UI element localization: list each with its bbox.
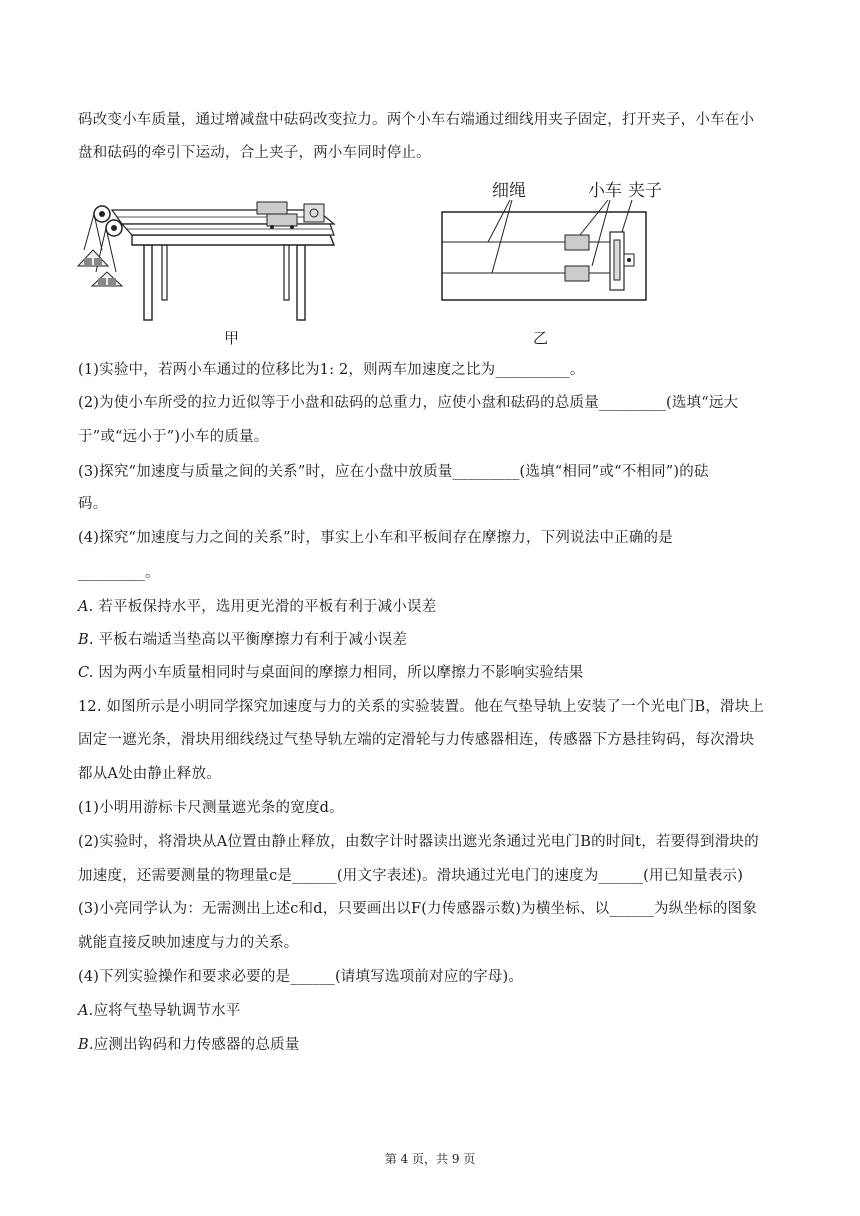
q12-part1: (1)小明用游标卡尺测量遮光条的宽度d。 bbox=[78, 800, 344, 816]
option-key: A. bbox=[78, 599, 94, 615]
option-key: A. bbox=[78, 1003, 94, 1019]
fig2-clip-label: 夹子 bbox=[628, 181, 662, 201]
option-text: 应将气垫导轨调节水平 bbox=[93, 1003, 241, 1019]
q12-option-b bbox=[78, 1035, 778, 1055]
option-key: B. bbox=[78, 1037, 94, 1053]
page-footer: 第 4 页，共 9 页 bbox=[384, 1152, 476, 1166]
intro-line-1: 码改变小车质量，通过增减盘中砝码改变拉力。两个小车右端通过细线用夹子固定，打开夹子，小车在小 bbox=[78, 112, 755, 128]
option-text: 若平板保持水平，选用更光滑的平板有利于减小误差 bbox=[93, 599, 437, 615]
q11-option-a bbox=[78, 597, 778, 617]
q11-part2-line1: (2)为使小车所受的拉力近似等于小盘和砝码的总重力，应使小盘和砝码的总质量_________(选填“远大 bbox=[78, 395, 739, 411]
q11-part1: (1)实验中，若两小车通过的位移比为1: 2，则两车加速度之比为__________。 bbox=[78, 362, 585, 378]
q11-part4-line2: _________。 bbox=[78, 565, 160, 581]
q12-stem-line3: 都从A处由静止释放。 bbox=[78, 766, 221, 782]
q12-part2-line2: 加速度，还需要测量的物理量c是______(用文字表述)。滑块通过光电门的速度为______(用已知量表示) bbox=[78, 868, 744, 884]
fig2-rope-label: 细绳 bbox=[492, 181, 526, 201]
figure-label-yi: 乙 bbox=[533, 329, 549, 347]
q11-part4-line1: (4)探究“加速度与力之间的关系”时，事实上小车和平板间存在摩擦力，下列说法中正确的是 bbox=[78, 530, 673, 546]
q12-stem-line2: 固定一遮光条，滑块用细线绕过气垫导轨左端的定滑轮与力传感器相连，传感器下方悬挂钩码，每次滑块 bbox=[78, 732, 755, 748]
q11-part3-line1: (3)探究“加速度与质量之间的关系”时，应在小盘中放质量_________(选填“相同”或“不相同”)的砝 bbox=[78, 464, 709, 480]
q11-option-c bbox=[78, 663, 778, 683]
q12-part3-line1: (3)小亮同学认为：无需测出上述c和d，只要画出以F(力传感器示数)为横坐标、以______为纵坐标的图象 bbox=[78, 901, 757, 917]
q12-stem-line1: 12. 如图所示是小明同学探究加速度与力的关系的实验装置。他在气垫导轨上安装了一个光电门B，滑块上 bbox=[78, 699, 765, 715]
q12-part3-line2: 就能直接反映加速度与力的关系。 bbox=[78, 935, 299, 951]
option-key: B. bbox=[78, 632, 94, 648]
q12-option-a bbox=[78, 1001, 778, 1021]
figure-label-jia: 甲 bbox=[224, 329, 240, 347]
q11-part3-line2: 码。 bbox=[78, 496, 108, 512]
option-text: 应测出钩码和力传感器的总质量 bbox=[93, 1037, 300, 1053]
q12-part4: (4)下列实验操作和要求必要的是______(请填写选项前对应的字母)。 bbox=[78, 969, 524, 985]
option-text: 平板右端适当垫高以平衡摩擦力有利于减小误差 bbox=[93, 632, 408, 648]
option-text: 因为两小车质量相同时与桌面间的摩擦力相同，所以摩擦力不影响实验结果 bbox=[93, 665, 584, 681]
q12-part2-line1: (2)实验时，将滑块从A位置由静止释放，由数字计时器读出遮光条通过光电门B的时间t，若要得到滑块的 bbox=[78, 834, 759, 850]
option-key: C. bbox=[78, 665, 94, 681]
intro-line-2: 盘和砝码的牵引下运动，合上夹子，两小车同时停止。 bbox=[78, 145, 431, 161]
fig2-car-label: 小车 bbox=[588, 181, 622, 201]
q11-option-b bbox=[78, 630, 778, 650]
q11-part2-line2: 于”或“远小于”)小车的质量。 bbox=[78, 429, 269, 445]
figure-apparatus-table bbox=[72, 190, 342, 320]
figure-top-view bbox=[440, 180, 662, 305]
figures bbox=[0, 180, 860, 345]
